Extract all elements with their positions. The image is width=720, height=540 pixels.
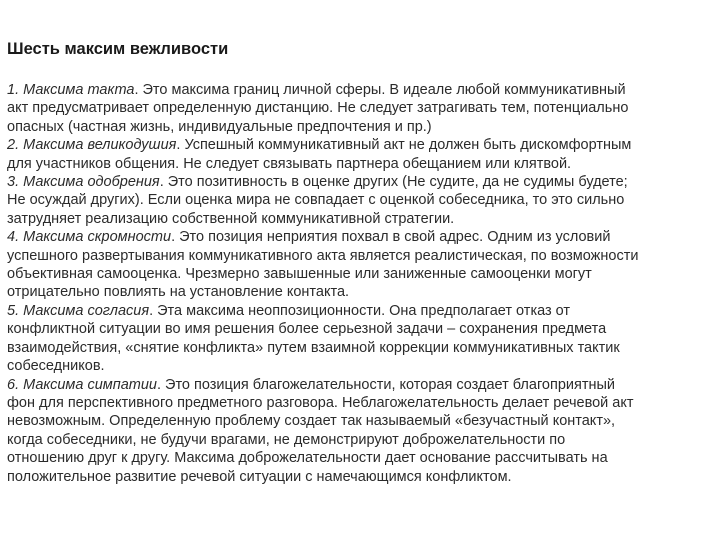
- line-text: отрицательно повлиять на установление контакта.: [7, 284, 350, 301]
- text-line: [7, 247, 713, 265]
- text-line: [7, 283, 713, 301]
- line-text: . Это позиция благожелательности, которая создает благоприятный: [156, 376, 616, 393]
- line-text: для участников общения. Не следует связывать партнера обещанием или клятвой.: [7, 155, 572, 172]
- text-line: [7, 99, 713, 117]
- line-text: невозможным. Определенную проблему создает так называемый «безучастный контакт»,: [7, 413, 616, 430]
- page-title: Шесть максим вежливости: [7, 40, 229, 58]
- text-line: [7, 357, 713, 375]
- maxims-text: [7, 81, 713, 486]
- text-line: [7, 449, 713, 467]
- line-text: успешного развертывания коммуникативного акта является реалистическая, по возможности: [7, 247, 639, 264]
- line-text: . Это максима границ личной сферы. В идеале любой коммуникативный: [134, 82, 626, 98]
- maxim-heading: 1. Максима такта: [7, 82, 135, 98]
- line-text: затрудняет реализацию собственной коммуникативной стратегии.: [7, 210, 455, 227]
- line-text: отношению друг к другу. Максима доброжелательности дает основание рассчитывать на: [7, 450, 608, 467]
- line-text: . Это позитивность в оценке других (Не судите, да не судимы будете;: [159, 174, 628, 191]
- text-line: [7, 431, 713, 449]
- text-line: [7, 155, 713, 173]
- text-line: [7, 210, 713, 228]
- text-line: [7, 394, 713, 412]
- line-text: фон для перспективного предметного разговора. Неблагожелательность делает речевой акт: [7, 394, 634, 411]
- line-text: опасных (частная жизнь, индивидуальные предпочтения и пр.): [7, 118, 432, 135]
- maxim-heading: 4. Максима скромности: [7, 229, 172, 246]
- text-line: [7, 191, 713, 209]
- text-line: [7, 173, 713, 191]
- line-text: акт предусматривает определенную дистанцию. Не следует затрагивать тем, потенциально: [7, 100, 629, 117]
- text-line: [7, 376, 713, 394]
- maxim-heading: 2. Максима великодушия: [7, 137, 177, 154]
- text-line: [7, 412, 713, 430]
- text-line: [7, 136, 713, 154]
- line-text: . Успешный коммуникативный акт не должен быть дискомфортным: [176, 137, 632, 154]
- line-text: Не осуждай других). Если оценка мира не совпадает с оценкой собеседника, то это сильно: [7, 192, 625, 209]
- text-line: [7, 339, 713, 357]
- text-line: [7, 265, 713, 283]
- text-line: [7, 81, 713, 99]
- text-line: [7, 118, 713, 136]
- line-text: объективная самооценка. Чрезмерно завышенные или заниженные самооценки могут: [7, 266, 592, 283]
- line-text: положительное развитие речевой ситуации с намечающимся конфликтом.: [7, 468, 512, 485]
- text-line: [7, 468, 713, 486]
- line-text: . Это позиция неприятия похвал в свой адрес. Одним из условий: [171, 229, 611, 246]
- maxim-heading: 6. Максима симпатии: [7, 376, 157, 393]
- line-text: когда собеседники, не будучи врагами, не демонстрируют доброжелательности по: [7, 431, 566, 448]
- text-line: [7, 228, 713, 246]
- line-text: конфликтной ситуации во имя решения более серьезной задачи – сохранения предмета: [7, 321, 607, 338]
- text-line: [7, 320, 713, 338]
- line-text: . Эта максима неоппозиционности. Она предполагает отказ от: [149, 302, 571, 319]
- line-text: взаимодействия, «снятие конфликта» путем взаимной коррекции коммуникативных тактик: [7, 339, 620, 356]
- line-text: собеседников.: [7, 358, 105, 375]
- text-line: [7, 302, 713, 320]
- maxim-heading: 5. Максима согласия: [7, 302, 150, 319]
- maxim-heading: 3. Максима одобрения: [7, 174, 160, 191]
